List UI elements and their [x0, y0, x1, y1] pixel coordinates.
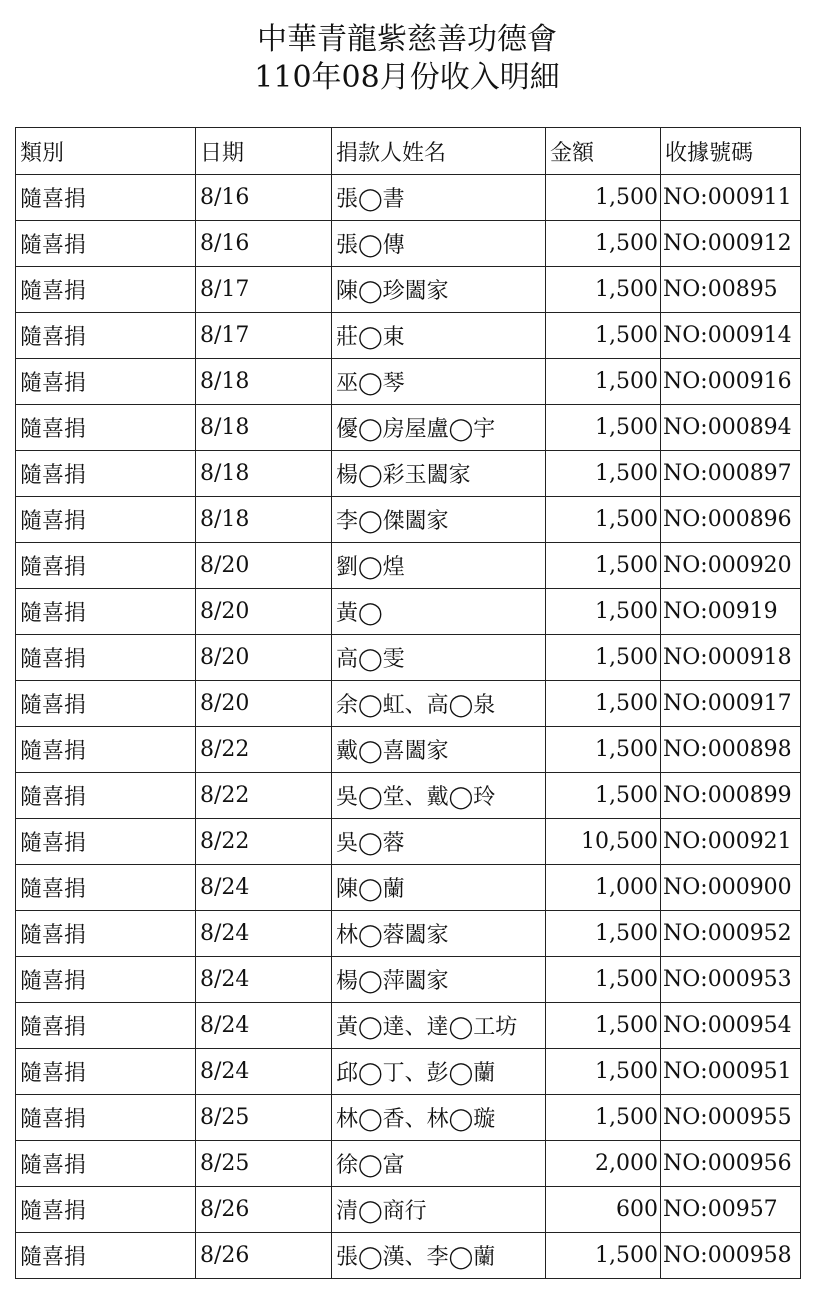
cell-receipt: NO:000920 — [661, 543, 801, 589]
cell-donor: 張◯傳 — [332, 221, 546, 267]
cell-date: 8/18 — [196, 359, 332, 405]
cell-receipt: NO:000958 — [661, 1233, 801, 1279]
cell-category: 隨喜捐 — [16, 589, 196, 635]
income-table — [15, 127, 801, 1279]
cell-amount: 1,500 — [546, 1049, 661, 1095]
table-row — [16, 221, 801, 267]
table-row — [16, 543, 801, 589]
table-row — [16, 405, 801, 451]
cell-amount: 1,500 — [546, 405, 661, 451]
cell-amount: 1,500 — [546, 543, 661, 589]
cell-category: 隨喜捐 — [16, 727, 196, 773]
cell-amount: 1,500 — [546, 359, 661, 405]
cell-amount: 1,500 — [546, 681, 661, 727]
cell-receipt: NO:000951 — [661, 1049, 801, 1095]
cell-receipt: NO:00957 — [661, 1187, 801, 1233]
cell-donor: 張◯漢、李◯蘭 — [332, 1233, 546, 1279]
table-row — [16, 497, 801, 543]
cell-date: 8/25 — [196, 1141, 332, 1187]
cell-date: 8/26 — [196, 1233, 332, 1279]
cell-amount: 1,500 — [546, 727, 661, 773]
cell-receipt: NO:000912 — [661, 221, 801, 267]
cell-date: 8/20 — [196, 635, 332, 681]
table-row — [16, 1003, 801, 1049]
cell-date: 8/24 — [196, 957, 332, 1003]
cell-donor: 楊◯彩玉闔家 — [332, 451, 546, 497]
cell-category: 隨喜捐 — [16, 451, 196, 497]
table-row — [16, 1141, 801, 1187]
cell-donor: 黃◯ — [332, 589, 546, 635]
cell-donor: 清◯商行 — [332, 1187, 546, 1233]
table-row — [16, 1233, 801, 1279]
cell-date: 8/20 — [196, 681, 332, 727]
cell-donor: 陳◯珍闔家 — [332, 267, 546, 313]
table-row — [16, 313, 801, 359]
cell-date: 8/20 — [196, 543, 332, 589]
cell-donor: 林◯香、林◯璇 — [332, 1095, 546, 1141]
cell-category: 隨喜捐 — [16, 267, 196, 313]
cell-category: 隨喜捐 — [16, 405, 196, 451]
cell-receipt: NO:000953 — [661, 957, 801, 1003]
cell-date: 8/22 — [196, 819, 332, 865]
cell-date: 8/24 — [196, 911, 332, 957]
cell-amount: 1,500 — [546, 267, 661, 313]
cell-amount: 1,500 — [546, 1003, 661, 1049]
cell-amount: 1,500 — [546, 313, 661, 359]
cell-donor: 莊◯東 — [332, 313, 546, 359]
cell-category: 隨喜捐 — [16, 1141, 196, 1187]
cell-donor: 巫◯琴 — [332, 359, 546, 405]
cell-receipt: NO:000952 — [661, 911, 801, 957]
cell-date: 8/18 — [196, 405, 332, 451]
cell-date: 8/16 — [196, 221, 332, 267]
cell-amount: 1,000 — [546, 865, 661, 911]
table-row — [16, 1049, 801, 1095]
table-row — [16, 865, 801, 911]
cell-amount: 2,000 — [546, 1141, 661, 1187]
cell-receipt: NO:000956 — [661, 1141, 801, 1187]
table-row — [16, 727, 801, 773]
cell-category: 隨喜捐 — [16, 957, 196, 1003]
table-row — [16, 451, 801, 497]
table-header-row — [16, 128, 801, 175]
document-title: 中華青龍紫慈善功德會 — [257, 22, 557, 57]
cell-date: 8/22 — [196, 727, 332, 773]
cell-receipt: NO:000918 — [661, 635, 801, 681]
header-amount: 金額 — [546, 128, 661, 175]
cell-receipt: NO:00895 — [661, 267, 801, 313]
cell-date: 8/18 — [196, 497, 332, 543]
cell-category: 隨喜捐 — [16, 543, 196, 589]
cell-receipt: NO:000916 — [661, 359, 801, 405]
table-row — [16, 589, 801, 635]
cell-date: 8/24 — [196, 1003, 332, 1049]
cell-receipt: NO:000955 — [661, 1095, 801, 1141]
cell-amount: 1,500 — [546, 1095, 661, 1141]
cell-category: 隨喜捐 — [16, 1187, 196, 1233]
cell-donor: 林◯蓉闔家 — [332, 911, 546, 957]
cell-donor: 黃◯達、達◯工坊 — [332, 1003, 546, 1049]
cell-category: 隨喜捐 — [16, 1095, 196, 1141]
table-row — [16, 635, 801, 681]
cell-receipt: NO:000911 — [661, 175, 801, 221]
cell-date: 8/24 — [196, 1049, 332, 1095]
cell-receipt: NO:000898 — [661, 727, 801, 773]
cell-donor: 邱◯丁、彭◯蘭 — [332, 1049, 546, 1095]
cell-category: 隨喜捐 — [16, 1049, 196, 1095]
table-row — [16, 1187, 801, 1233]
cell-donor: 高◯雯 — [332, 635, 546, 681]
cell-amount: 1,500 — [546, 175, 661, 221]
document-subtitle: 110年08月份收入明細 — [254, 60, 560, 95]
cell-amount: 1,500 — [546, 773, 661, 819]
cell-category: 隨喜捐 — [16, 635, 196, 681]
table-row — [16, 773, 801, 819]
table-row — [16, 957, 801, 1003]
cell-date: 8/17 — [196, 313, 332, 359]
cell-category: 隨喜捐 — [16, 221, 196, 267]
cell-receipt: NO:000921 — [661, 819, 801, 865]
cell-donor: 楊◯萍闔家 — [332, 957, 546, 1003]
table-row — [16, 681, 801, 727]
table-row — [16, 175, 801, 221]
cell-category: 隨喜捐 — [16, 911, 196, 957]
cell-amount: 600 — [546, 1187, 661, 1233]
cell-amount: 1,500 — [546, 1233, 661, 1279]
cell-receipt: NO:000894 — [661, 405, 801, 451]
cell-category: 隨喜捐 — [16, 773, 196, 819]
cell-date: 8/18 — [196, 451, 332, 497]
header-donor: 捐款人姓名 — [332, 128, 546, 175]
cell-receipt: NO:000900 — [661, 865, 801, 911]
cell-amount: 1,500 — [546, 451, 661, 497]
cell-donor: 吳◯堂、戴◯玲 — [332, 773, 546, 819]
header-category: 類別 — [16, 128, 196, 175]
cell-amount: 1,500 — [546, 957, 661, 1003]
cell-receipt: NO:000899 — [661, 773, 801, 819]
cell-category: 隨喜捐 — [16, 175, 196, 221]
cell-amount: 10,500 — [546, 819, 661, 865]
cell-category: 隨喜捐 — [16, 497, 196, 543]
cell-donor: 陳◯蘭 — [332, 865, 546, 911]
table-row — [16, 267, 801, 313]
cell-receipt: NO:000954 — [661, 1003, 801, 1049]
cell-donor: 優◯房屋盧◯宇 — [332, 405, 546, 451]
cell-donor: 徐◯富 — [332, 1141, 546, 1187]
header-receipt: 收據號碼 — [661, 128, 801, 175]
table-row — [16, 911, 801, 957]
cell-donor: 李◯傑闔家 — [332, 497, 546, 543]
cell-date: 8/20 — [196, 589, 332, 635]
cell-donor: 余◯虹、高◯泉 — [332, 681, 546, 727]
cell-category: 隨喜捐 — [16, 313, 196, 359]
table-row — [16, 1095, 801, 1141]
cell-category: 隨喜捐 — [16, 1233, 196, 1279]
cell-receipt: NO:00919 — [661, 589, 801, 635]
table-row — [16, 819, 801, 865]
cell-category: 隨喜捐 — [16, 1003, 196, 1049]
cell-date: 8/22 — [196, 773, 332, 819]
cell-amount: 1,500 — [546, 221, 661, 267]
cell-category: 隨喜捐 — [16, 865, 196, 911]
table-row — [16, 359, 801, 405]
cell-amount: 1,500 — [546, 497, 661, 543]
cell-category: 隨喜捐 — [16, 359, 196, 405]
cell-donor: 劉◯煌 — [332, 543, 546, 589]
cell-amount: 1,500 — [546, 589, 661, 635]
cell-receipt: NO:000917 — [661, 681, 801, 727]
cell-donor: 張◯書 — [332, 175, 546, 221]
cell-category: 隨喜捐 — [16, 681, 196, 727]
cell-receipt: NO:000896 — [661, 497, 801, 543]
cell-date: 8/25 — [196, 1095, 332, 1141]
cell-date: 8/17 — [196, 267, 332, 313]
cell-donor: 吳◯蓉 — [332, 819, 546, 865]
cell-receipt: NO:000897 — [661, 451, 801, 497]
cell-date: 8/26 — [196, 1187, 332, 1233]
cell-amount: 1,500 — [546, 635, 661, 681]
cell-category: 隨喜捐 — [16, 819, 196, 865]
cell-donor: 戴◯喜闔家 — [332, 727, 546, 773]
cell-date: 8/24 — [196, 865, 332, 911]
cell-amount: 1,500 — [546, 911, 661, 957]
cell-receipt: NO:000914 — [661, 313, 801, 359]
cell-date: 8/16 — [196, 175, 332, 221]
header-date: 日期 — [196, 128, 332, 175]
